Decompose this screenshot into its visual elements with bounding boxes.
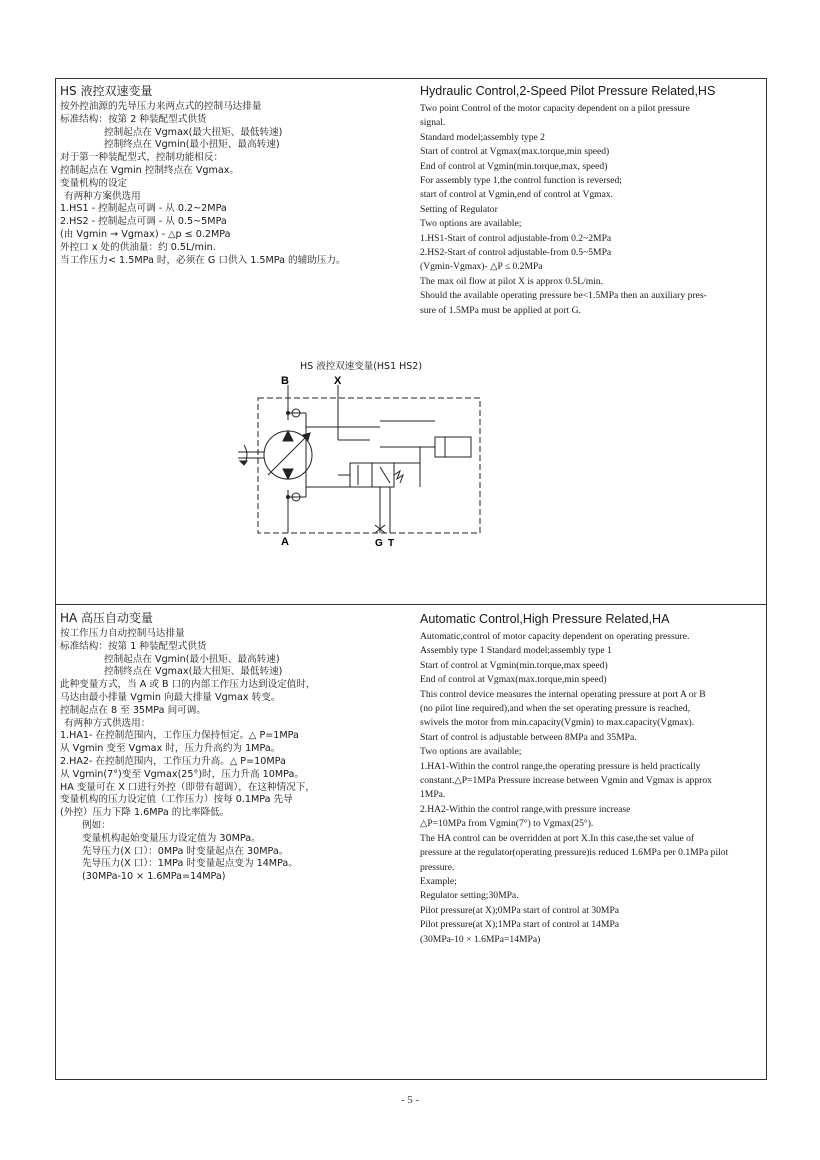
ha-en-column [420,612,765,947]
hydraulic-schematic [230,375,495,550]
section-divider [55,604,767,605]
ha-cn-text [60,628,410,884]
text-line: Start of control is adjustable between 8MPa and 35MPa. [420,731,637,743]
text-line: HA 变量可在 X 口进行外控（即带有超调），在这种情况下， [60,781,315,793]
ha-title-cn: HA 高压自动变量 [60,611,154,625]
text-line: swivels the motor from min.capacity(Vgmin) to max.capacity(Vgmax). [420,717,695,729]
text-line: This control device measures the internal operating pressure at port A or B [420,688,706,700]
text-line: Pilot pressure(at X);1MPa start of control at 14MPa [420,919,620,931]
text-line: 1.HA1- 在控制范围内，工作压力保持恒定。△ P=1MPa [60,730,299,742]
text-line: 对于第一种装配型式，控制功能相反： [60,152,224,164]
hs-cn-text [60,101,410,267]
text-line: 1.HS1-Start of control adjustable-from 0.2~2MPa [420,232,612,244]
text-line: For assembly type 1,the control function is reversed; [420,175,622,187]
text-line: Two point Control of the motor capacity dependent on a pilot pressure [420,103,690,114]
text-line: 例如： [82,819,111,831]
valve-right-box [372,463,394,487]
text-line: Start of control at Vgmax(max.torque,min speed) [420,146,610,158]
text-line: 按外控油源的先导压力来两点式的控制马达排量 [60,101,262,112]
text-line: 2.HS2-Start of control adjustable-from 0.5~5MPa [420,247,612,259]
port-b-label: B [281,375,289,387]
port-a-label: A [281,536,289,548]
text-line: The HA control can be overridden at port X.In this case,the set value of [420,832,695,844]
text-line: Standard model;assembly type 2 [420,131,545,143]
text-line: △P=10MPa from Vgmin(7°) to Vgmax(25°). [420,818,594,830]
text-line: 控制起点在 Vgmax(最大扭矩、最低转速) [104,126,283,138]
text-line: 从 Vgmin(7°)变至 Vgmax(25°)时，压力升高 10MPa。 [60,768,304,780]
port-x-label: X [334,375,342,387]
text-line: Two options are available; [420,218,522,230]
housing-outline [258,398,480,533]
text-line: 马达由最小排量 Vgmin 向最大排量 Vgmax 转变。 [60,691,281,703]
text-line: constant.△P=1MPa Pressure increase between Vgmin and Vgmax is approx [420,775,712,787]
hs-title-en: Hydraulic Control,2-Speed Pilot Pressure Related,HS [420,84,716,98]
ha-cn-column [60,611,410,884]
text-line: 变量机构的设定 [60,177,128,189]
text-line: pressure at the regulator(operating pressure)is reduced 1.6MPa per 0.1MPa pilot [420,847,729,859]
port-g-label: G [375,538,383,549]
ha-en-text [420,630,765,947]
text-line: End of control at Vgmax(max.torque,min speed) [420,674,607,686]
text-line: 有两种方案供选用 [64,190,141,202]
text-line: 此种变量方式，当 A 或 B 口的内部工作压力达到设定值时， [60,679,316,691]
hs-en-text [420,102,765,318]
text-line: (no pilot line required),and when the set operating pressure is reached, [420,703,691,715]
text-line: The max oil flow at pilot X is approx 0.5L/min. [420,275,604,287]
text-line: 先导压力(X 口）：1MPa 时变量起点变为 14MPa。 [82,858,298,870]
text-line: 2.HA2- 在控制范围内，工作压力升高。△ P=10MPa [60,755,286,767]
text-line: Setting of Regulator [420,203,498,215]
text-line: 标准结构：按第 2 种装配型式供货 [60,113,207,125]
page-number: - 5 - [400,1094,420,1106]
text-line: 当工作压力< 1.5MPa 时，必须在 G 口供入 1.5MPa 的辅助压力。 [60,254,346,266]
hs-title-cn: HS 液控双速变量 [60,84,153,98]
text-line: signal. [420,117,446,129]
text-line: (30MPa-10 × 1.6MPa=14MPa) [420,933,541,945]
text-line: Start of control at Vgmin(min.torque,max speed) [420,659,608,671]
text-line: 从 Vgmin 变至 Vgmax 时，压力升高约为 1MPa。 [60,743,281,755]
hs-cn-column [60,84,410,267]
text-line: Two options are available; [420,746,522,758]
ha-title-en: Automatic Control,High Pressure Related,HA [420,612,670,626]
text-line: Pilot pressure(at X);0MPa start of control at 30MPa [420,904,620,916]
text-line: 控制终点在 Vgmin(最小扭矩、最高转速) [104,139,280,151]
text-line: 标准结构：按第 1 种装配型式供货 [60,640,207,652]
text-line: 2.HS2 - 控制起点可调 - 从 0.5~5MPa [60,216,227,228]
valve-left-box [350,463,372,487]
text-line: Automatic,control of motor capacity dependent on operating pressure. [420,631,690,642]
text-line: 变量机构的压力设定值（工作压力）按每 0.1MPa 先导 [60,794,293,806]
text-line: 控制起点在 Vgmin 控制终点在 Vgmax。 [60,164,239,176]
text-line: 1MPa. [420,789,446,801]
text-line: Assembly type 1 Standard model;assembly type 1 [420,645,612,657]
text-line: 先导压力(X 口）：0MPa 时变量起点在 30MPa。 [82,845,289,857]
text-line: 按工作压力自动控制马达排量 [60,628,185,639]
text-line: 控制终点在 Vgmax(最大扭矩、最低转速) [104,666,283,678]
text-line: (由 Vgmin → Vgmax) - △p ≤ 0.2MPa [60,228,231,240]
port-t-label: T [388,538,395,549]
text-line: 有两种方式供选用： [64,717,151,729]
text-line: Regulator setting;30MPa. [420,890,519,902]
text-line: Example; [420,875,457,887]
text-line: 1.HA1-Within the control range,the operating pressure is held practically [420,760,701,772]
text-line: 控制起点在 Vgmin(最小扭矩、最高转速) [104,653,280,665]
text-line: 1.HS1 - 控制起点可调 - 从 0.2~2MPa [60,203,227,215]
diagram-title: HS 液控双速变量(HS1 HS2) [300,361,423,372]
text-line: 外控口 x 处的供油量：约 0.5L/min. [60,241,216,253]
text-line: Should the available operating pressure be<1.5MPa then an auxiliary pres- [420,290,707,302]
text-line: 控制起点在 8 至 35MPa 间可调。 [60,704,206,716]
cylinder-symbol [435,437,471,457]
text-line: 2.HA2-Within the control range,with pressure increase [420,803,631,815]
text-line: (30MPa-10 × 1.6MPa=14MPa) [82,871,226,883]
text-line: (Vgmin-Vgmax)- △P ≤ 0.2MPa [420,261,543,273]
text-line: (外控）压力下降 1.6MPa 的比率降低。 [60,807,230,819]
text-line: End of control at Vgmin(min.torque,max, speed) [420,160,608,172]
text-line: 变量机构起始变量压力设定值为 30MPa。 [82,832,261,844]
text-line: start of control at Vgmin,end of control at Vgmax. [420,189,614,201]
text-line: pressure. [420,861,455,873]
hs-en-column [420,84,765,318]
text-line: sure of 1.5MPa must be applied at port G. [420,304,581,316]
